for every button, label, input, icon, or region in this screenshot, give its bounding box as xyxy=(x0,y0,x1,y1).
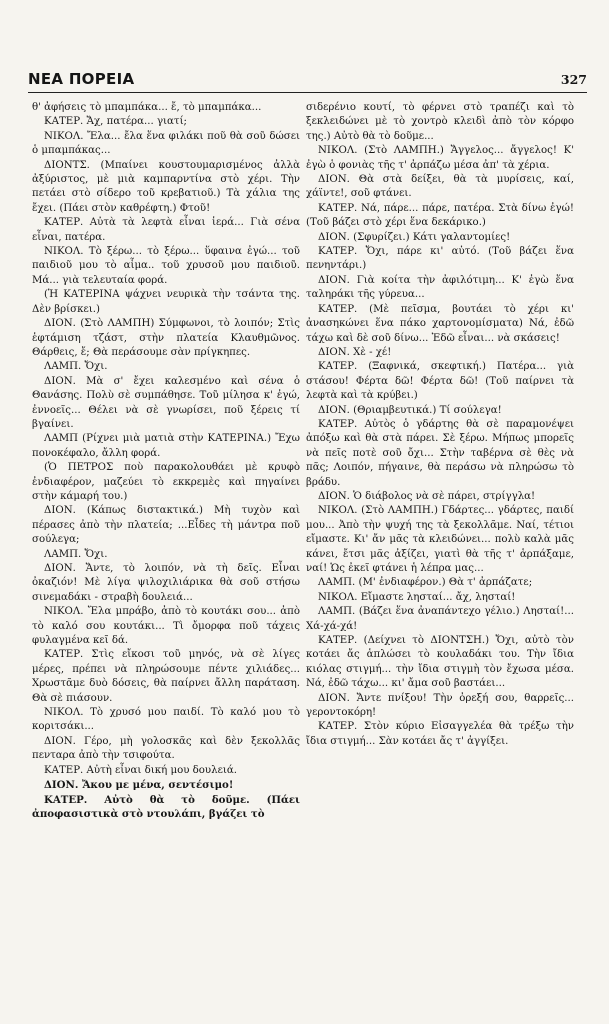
dialogue-paragraph: ΔΙΟΝ. (Σφυρίζει.) Κάτι γαλαντομίες! xyxy=(318,231,511,243)
dialogue-paragraph: ΝΙΚΟΛ. Τὸ ξέρω... τὸ ξέρω... ὕφαινα ἐγώ... τοῦ παιδιοῦ μου τὸ αἷμα.. τοῦ χρυσοῦ μου παιδιοῦ. Μά... γιὰ τελευταία φορά. xyxy=(32,246,300,286)
dialogue-paragraph: ΔΙΟΝ. Ἄκου με μένα, σεντέσιμο! xyxy=(44,779,234,792)
dialogue-paragraph: ΔΙΟΝ. Γιὰ κοίτα τὴν ἀφιλότιμη... Κ' ἐγὼ ἕνα ταληράκι τῆς γύρευα... xyxy=(306,274,574,301)
dialogue-paragraph: ΔΙΟΝ. (Κάπως διστακτικά.) Μὴ τυχὸν καὶ πέρασες ἀπὸ τὴν πλατεία; ...Εἶδες τὴ μάντρα ποῦ σούλεγα; xyxy=(32,505,300,546)
dialogue-paragraph: ΔΙΟΝ. Ἄντε πνίξου! Τὴν ὀρεξή σου, θαρρεῖς... γεροντοκόρη! xyxy=(306,692,574,719)
dialogue-paragraph: ΝΙΚΟΛ. (Στὸ ΛΑΜΠΗ.) Γδάρτες... γδάρτες, παιδί μου... Ἀπὸ τὴν ψυχή της τὰ ξεκολλᾶμε. Ναί, τέτιοι εἴμαστε. Κι' ἄν μᾶς τὰ κλειδώνει... πολὺ καλὰ μᾶς κάνει, ἔτσι μᾶς ἀξίζει, γιατὶ θὰ τῆς τ' ἁρπάξαμε, ναί! Ὡς ἐκεῖ φτάνει ἡ λέπρα μας... xyxy=(306,505,574,574)
dialogue-paragraph: ΛΑΜΠ. Ὄχι. xyxy=(44,548,108,560)
dialogue-paragraph: ΚΑΤΕΡ. Αὐτὴ εἶναι δική μου δουλειά. xyxy=(44,764,237,776)
page-number: 327 xyxy=(560,72,587,87)
dialogue-paragraph: ΚΑΤΕΡ. Αὐτὸς ὁ γδάρτης θὰ σὲ παραμονέψει ἀπόξω καὶ θὰ στὰ πάρει. Σὲ ξέρω. Μήπως μπορεῖς νὰ πεῖς ποτὲ σοῦ ὄχι... Στὴν ταβέρνα σὲ θὲς νὰ πᾶς; Λοιπόν, πήγαινε, θὰ περάσω νὰ πληρώσω τὸ βράδυ. xyxy=(306,418,574,488)
left-column xyxy=(32,101,300,821)
dialogue-paragraph: ΔΙΟΝ. Ὁ διάβολος νὰ σὲ πάρει, στρίγγλα! xyxy=(318,490,536,502)
dialogue-paragraph: ΚΑΤΕΡ. Αὐτὸ θὰ τὸ δοῦμε. (Πάει ἀποφασιστικὰ στὸ ντουλάπι, βγάζει τὸ xyxy=(32,793,300,820)
dialogue-paragraph: ΝΙΚΟΛ. Τὸ χρυσό μου παιδί. Τὸ καλό μου τὸ κοριτσάκι... xyxy=(32,707,300,733)
dialogue-paragraph: ΝΙΚΟΛ. Ἔλα... ἔλα ἕνα φιλάκι ποῦ θὰ σοῦ δώσει ὁ μπαμπάκας... xyxy=(32,130,300,157)
dialogue-paragraph: ΚΑΤΕΡ. Στὸν κύριο Εἰσαγγελέα θὰ τρέξω τὴν ἴδια στιγμή... Σὰν κοτάει ἄς τ' ἀγγίξει. xyxy=(306,721,574,747)
dialogue-paragraph: ΚΑΤΕΡ. Ὄχι, πάρε κι' αὐτό. (Τοῦ βάζει ἕνα πενηντάρι.) xyxy=(306,246,574,272)
dialogue-paragraph: (Ὁ ΠΕΤΡΟΣ ποὺ παρακολουθάει μὲ κρυφὸ ἐνδιαφέρον, μαζεύει τὸ εκκρεμὲς καὶ πηγαίνει στὴν κάμαρή του.) xyxy=(32,462,300,502)
dialogue-paragraph: ΝΙΚΟΛ. (Στὸ ΛΑΜΠΗ.) Ἄγγελος... ἄγγελος! Κ' ἐγὼ ὁ φονιὰς τῆς τ' ἀρπάζω μέσα ἀπ' τὰ χέρια. xyxy=(306,145,574,171)
dialogue-paragraph: ΔΙΟΝ. Γέρο, μὴ γολοσκᾶς καὶ δὲν ξεκολλᾶς πενταρα ἀπὸ τὴν τσιφούτα. xyxy=(32,735,300,762)
header-rule xyxy=(28,92,587,93)
dialogue-paragraph: ΔΙΟΝΤΣ. (Μπαίνει κουστουμαρισμένος ἀλλὰ ἀξύριστος, μὲ μιὰ καμπαρντίνα στὸ χέρι. Τὴν πετάει στὸ σίδερο τοῦ κρεβατιοῦ.) Τὰ χάλια της ἔχει. (Πάει στὸν καθρέφτη.) Φτοῦ! xyxy=(32,159,300,214)
dialogue-paragraph: ΚΑΤΕΡ. Αὐτὰ τὰ λεφτὰ εἶναι ἱερά... Γιὰ σένα εἶναι, πατέρα. xyxy=(32,217,300,243)
right-column xyxy=(306,101,574,749)
dialogue-paragraph: ΔΙΟΝ. (Στὸ ΛΑΜΠΗ) Σύμφωνοι, τὸ λοιπόν; Στὶς ἑφτάμιση τζάστ, στὴν πλατεία Κλαυθμῶνος. Θάρθεις, ἔ; Θὰ περάσουμε σὰν πρίγκηπες. xyxy=(32,318,300,358)
dialogue-paragraph: ΔΙΟΝ. Χὲ - χέ! xyxy=(318,346,392,358)
dialogue-paragraph: ΛΑΜΠ. (Μ' ἐνδιαφέρον.) Θὰ τ' ἀρπάζατε; xyxy=(318,577,533,589)
dialogue-paragraph: ΚΑΤΕΡ. (Ξαφνικά, σκεφτική.) Πατέρα... γιὰ στάσου! Φέρτα δῶ! Φέρτα δῶ! (Τοῦ παίρνει τὰ λεφτὰ καὶ τὰ κρύβει.) xyxy=(306,361,574,402)
dialogue-paragraph: ΛΑΜΠ. (Βάζει ἕνα ἀναπάντεχο γέλιο.) Λησταί!... Χά-χά-χά! xyxy=(306,606,574,632)
dialogue-paragraph: ΝΙΚΟΛ. Ἔλα μπράβο, ἀπὸ τὸ κουτάκι σου... ἀπὸ τὸ καλό σου κουτάκι... Τὶ ὄμορφα ποῦ τάχεις φυλαγμένα κεῖ δά. xyxy=(32,606,300,647)
dialogue-paragraph: ΚΑΤΕΡ. Στὶς εἴκοσι τοῦ μηνός, νὰ σὲ λίγες μέρες, πρέπει νὰ πληρώσουμε πέντε χιλιάδες... Χρωστᾶμε δυὸ δόσεις, θὰ παίρνει ἄλλη παράταση. Θὰ σὲ πιάσουν. xyxy=(32,649,300,704)
dialogue-paragraph: ΔΙΟΝ. Ἄντε, τὸ λοιπόν, νὰ τὴ δεῖς. Εἶναι ὀκαζιόν! Μὲ λίγα ψιλοχιλιάρικα θὰ σοῦ στήσω σινεμαδάκι - στραβὴ δουλειά... xyxy=(32,563,300,603)
dialogue-paragraph: ΚΑΤΕΡ. Νά, πάρε... πάρε, πατέρα. Στὰ δίνω ἐγώ! (Τοῦ βάζει στὸ χέρι ἕνα δεκάρικο.) xyxy=(306,202,574,229)
running-header xyxy=(28,70,587,92)
dialogue-paragraph: θ' ἀφήσεις τὸ μπαμπάκα... ἔ, τὸ μπαμπάκα... xyxy=(32,102,262,113)
dialogue-paragraph: ΛΑΜΠ (Ρίχνει μιὰ ματιὰ στὴν ΚΑΤΕΡΙΝΑ.) Ἔχω πονοκέφαλο, ἄλλη φορά. xyxy=(32,433,300,459)
dialogue-paragraph: ΛΑΜΠ. Ὄχι. xyxy=(44,361,108,373)
journal-title: ΝΕΑ ΠΟΡΕΙΑ xyxy=(28,70,135,88)
dialogue-paragraph: ΔΙΟΝ. (Θριαμβευτικά.) Τί σούλεγα! xyxy=(318,404,502,416)
dialogue-paragraph: ΔΙΟΝ. Μὰ σ' ἔχει καλεσμένο καὶ σένα ὁ Θανάσης. Πολὺ σὲ συμπάθησε. Τοῦ μίλησα κ' ἐγώ, ἐννοεῖς... Θέλει νὰ σὲ γνωρίσει, ποῦ ξέρεις τί βγαίνει. xyxy=(32,375,300,430)
dialogue-paragraph: ΝΙΚΟΛ. Εἴμαστε λησταί... ἄχ, λησταί! xyxy=(318,591,516,603)
dialogue-paragraph: ΔΙΟΝ. Θὰ στὰ δείξει, θὰ τὰ μυρίσεις, καί, χάϊντε!, σοῦ φτάνει. xyxy=(306,174,574,200)
dialogue-paragraph: ΚΑΤΕΡ. Ἄχ, πατέρα... γιατί; xyxy=(44,116,187,128)
dialogue-paragraph: ΚΑΤΕΡ. (Μὲ πεῖσμα, βουτάει τὸ χέρι κι' ἀνασηκώνει ἕνα πάκο χαρτονομίσματα) Νά, ἐδῶ τάχω καὶ δὲ σοῦ δίνω... Ἐδῶ εἶναι... νὰ σκάσεις! xyxy=(306,303,574,344)
dialogue-paragraph: σιδερένιο κουτί, τὸ φέρνει στὸ τραπέζι καὶ τὸ ξεκλειδώνει μὲ τὸ χοντρὸ κλειδὶ ἀπὸ τὸν κόρφο της.) Αὐτὸ θὰ τὸ δοῦμε... xyxy=(306,102,574,142)
dialogue-paragraph: ΚΑΤΕΡ. (Δείχνει τὸ ΔΙΟΝΤΣΗ.) Ὄχι, αὐτὸ τὸν κοτάει ἄς ἁπλώσει τὸ κουλαδάκι του. Τὴν ἴδια κιόλας στιγμή... τὴν ἴδια στιγμὴ τὸν ἔχωσα μέσα. Νά, ἐδῶ τάχω... κι' ἄμα σοῦ βαστάει... xyxy=(306,635,574,690)
dialogue-paragraph: (Ἡ ΚΑΤΕΡΙΝΑ ψάχνει νευρικὰ τὴν τσάντα της. Δὲν βρίσκει.) xyxy=(32,289,300,315)
